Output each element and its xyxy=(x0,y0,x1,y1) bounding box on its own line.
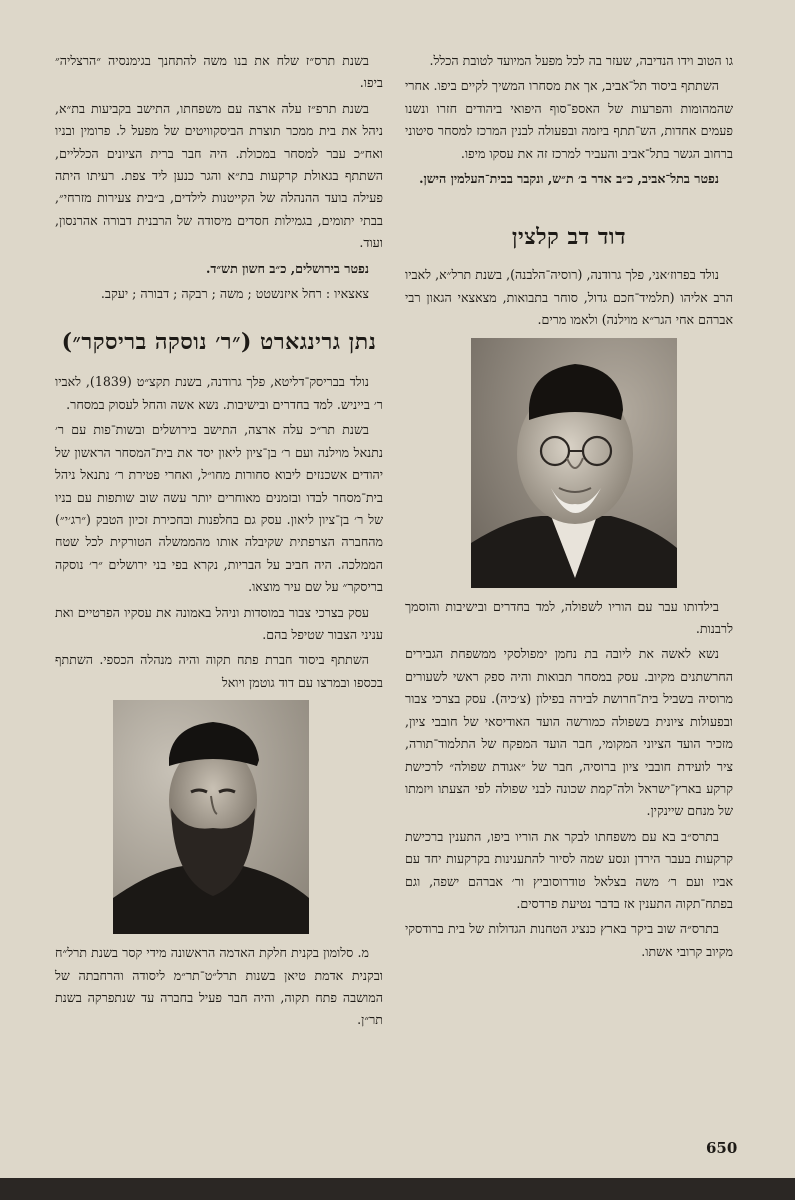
page-number: 650 xyxy=(706,1139,738,1157)
paragraph: בתרס״ב בא עם משפחתו לבקר את הוריו ביפו, התענין ברכישת קרקעות בעבר הירדן ונסע שמה לסיור להתענינות בקרקעות יחד עם אביו ועם ר׳ משה בצלאל טודרוסוביץ ור׳ אברהם ישפה, וגם בפתח־תקוה התענין אז בדבר נטיעת פרדסים. xyxy=(405,828,733,911)
paragraph: מ. סלומון בקנית חלקת האדמה הראשונה מידי קסר בשנת תרל״ח ובקנית אדמת טיאן בשנות תרל״ט־תר״מ ליסודה והרחבתה של המושבה פתח תקוה, והיה חבר פעיל בחברה עד שנתפרקה בשנת תר״ן. xyxy=(55,945,383,1028)
paragraph: נולד בבריסק־דליטא, פלך גרודנה, בשנת תקצ״ט (1839), לאביו ר׳ בייניש. למד בחדרים ובישיבות. נשא אשה והחל לעסוק במסחר. xyxy=(55,374,383,412)
paragraph: נשא לאשה את ליובה בת נחמן ימפולסקי ממשפחת הגבירים החרשתנים מקיוב. עסק במסחר תבואות והיה ספק ראשי לשעורים מרוסיה בשביל בית־חרושת לבירה בפילון (צ׳כיה). עסק בצרכי צבור ובפעולות ציונית בשפולה כמורשה הועד האודיסאי של חובבי ציון, מזכיר הועד הציוני המקומי, חבר הועד המפקח של התלמוד־תורה, ציר לועידת חובבי ציון ברוסיה, חבר של ״אגודת שפולה״ לרכישת קרקע בארץ־ישראל ולה־קמת שכונה לבני שפולה לפי הצעתו ויזמתו של מנחם שיינקין. xyxy=(405,646,733,819)
portrait-photo-klatzin xyxy=(471,338,677,588)
paragraph: השתתף ביסוד חברת פתח תקוה והיה מנהלה הכספי. השתתף בכספו ובמרצו עם דוד גוטמן ויואל xyxy=(55,652,383,690)
paragraph: בשנת תר״כ עלה ארצה, התישב בירושלים ובשות־פות עם ר׳ נתנאל מוילנה ועם ר׳ בן־ציון ליאון יסד את בית־המסחר הראשון של יהודים אשכנזים ליבוא סחורות מחו״ל, ואחרי פטירת ר׳ נתנאל ניהל בית־מסחר לבדו ובזמנים מאוחרים יותר עשה שוב שותפות עם בניו של ר׳ בן־ציון ליאון. עסק גם בחלפנות ובחכירת זכיון הטבק (״רג׳י״) מהחברה הצרפתית שקיבלה אותו מהממשלה הטורקית לכל שטח הממלכה. היה חביב על הבריות, נקרא בפי בני ירושלים ״ר׳ נוסקה בריסקר״ על שם עיר מוצאו. xyxy=(55,422,383,595)
paragraph: נפטר בירושלים, כ״ב חשון תש״ד. xyxy=(205,260,369,276)
paragraph: נולד בפרוז׳אני, פלך גרודנה, (רוסיה־הלבנה), בשנת תרל״א, לאביו הרב אליהו (תלמיד־חכם גדול, סוחר בתבואות, מצאצאי הגאון רבי אברהם אחי הגר״א מוילנה) ולאמו מרים. xyxy=(405,267,733,328)
paragraph: צאצאיו : רחל איזנשטט ; משה ; רבקה ; דבורה ; יעקב. xyxy=(100,286,369,302)
right-column xyxy=(405,50,733,966)
portrait-photo-gringart xyxy=(113,700,309,934)
paragraph: בילדותו עבר עם הוריו לשפולה, למד בחדרים ובישיבות והוסמך לרבנות. xyxy=(405,598,733,637)
paragraph: בשנת תרפ״ז עלה ארצה עם משפחתו, התישב בקביעות בת״א, ניהל את בית ממכר תוצרת הביסקוויטים של מפעל ל. פרומין ובניו ואח״כ עבר למסחר במכולת. היה חבר ברית הציונים הכלליים, השתתף בגאולת קרקעות בת״א והגר כנען ליד צפת. רעיתו היתה פעילה בועד ההנהלה של הקייטנות לילדים, ב״בית צעירות מזרחי״, בבתי יתומים, בגמילות חסדים מיסודה של הרבנית דבורה אהרנסון, ועוד. xyxy=(55,100,383,251)
section-heading-klatzin: דוד דב קלצין xyxy=(511,224,627,251)
portrait-image xyxy=(113,700,309,934)
left-column xyxy=(55,50,383,1035)
paragraph: עסק בצרכי צבור במוסדות וניהל באמונה את עסקיו הפרטיים ואת עניני הצבור שטיפל בהם. xyxy=(55,604,383,642)
paragraph: נפטר בתל־אביב, כ״ב אדר ב׳ ת״ש, ונקבר בבית־העלמין הישן. xyxy=(419,171,719,187)
paragraph: בתרס״ה שוב ביקר בארץ כנציג הטחנות הגדולות של בית ברודסקי מקיוב קרובי אשתו. xyxy=(405,921,733,959)
scan-bottom-edge xyxy=(0,1178,795,1200)
portrait-image xyxy=(471,338,677,588)
section-heading-gringart: נתן גרינגארט (״ר׳ נוסקה בריסקר״) xyxy=(61,329,377,356)
paragraph: השתתף ביסוד תל־אביב, אך את מסחרו המשיך לקיים ביפו. אחרי שהמהומות והפרעות של האספ־סוף היפואי ביהודים חזרו ונשנו פעמים אחדות, הש־תתף ביזמה ובפעולה לבנין המרכז למסחר סיטוני ברחוב הגשר בתל־אביב והעביר למרכז זה את עסקו מיפו. xyxy=(405,78,733,161)
paragraph: בשנת תרס״ז שלח את בנו משה להתחנך בגימנסיה ״הרצליה״ ביפו. xyxy=(55,53,383,91)
paragraph: גו הטוב וידו הנדיבה, שעזר בה לכל מפעל המיועד לטובת הכלל. xyxy=(429,53,733,68)
